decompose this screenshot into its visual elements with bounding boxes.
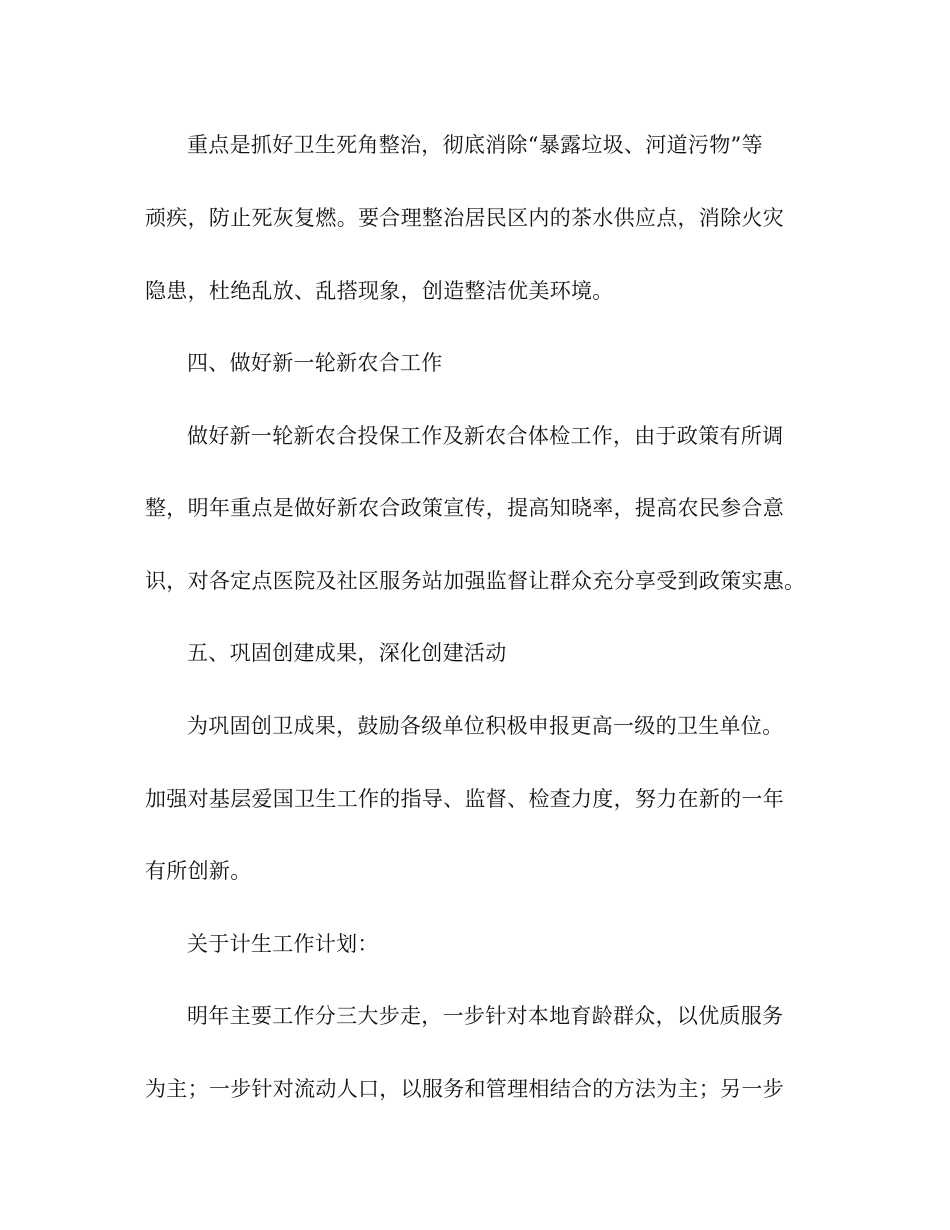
paragraph-line: 为主；一步针对流动人口，以服务和管理相结合的方法为主；另一步 (145, 1077, 784, 1101)
section-heading: 四、做好新一轮新农合工作 (187, 351, 443, 375)
paragraph-line: 顽疾，防止死灰复燃。要合理整治居民区内的茶水供应点，消除火灾 (145, 206, 784, 230)
paragraph-line: 识，对各定点医院及社区服务站加强监督让群众充分享受到政策实惠。 (145, 569, 806, 593)
section-heading: 五、巩固创建成果，深化创建活动 (187, 641, 507, 665)
paragraph-line: 整，明年重点是做好新农合政策宣传，提高知晓率，提高农民参合意 (145, 496, 784, 520)
paragraph-line: 重点是抓好卫生死角整治，彻底消除“暴露垃圾、河道污物”等 (187, 133, 763, 157)
paragraph-line: 加强对基层爱国卫生工作的指导、监督、检查力度，努力在新的一年 (145, 787, 784, 811)
paragraph-line: 有所创新。 (145, 859, 252, 883)
section-heading: 关于计生工作计划： (187, 932, 379, 956)
paragraph-line: 明年主要工作分三大步走，一步针对本地育龄群众，以优质服务 (187, 1004, 784, 1028)
paragraph-line: 隐患，杜绝乱放、乱搭现象，创造整洁优美环境。 (145, 279, 614, 303)
paragraph-line: 做好新一轮新农合投保工作及新农合体检工作，由于政策有所调 (187, 424, 784, 448)
paragraph-line: 为巩固创卫成果，鼓励各级单位积极申报更高一级的卫生单位。 (187, 714, 784, 738)
